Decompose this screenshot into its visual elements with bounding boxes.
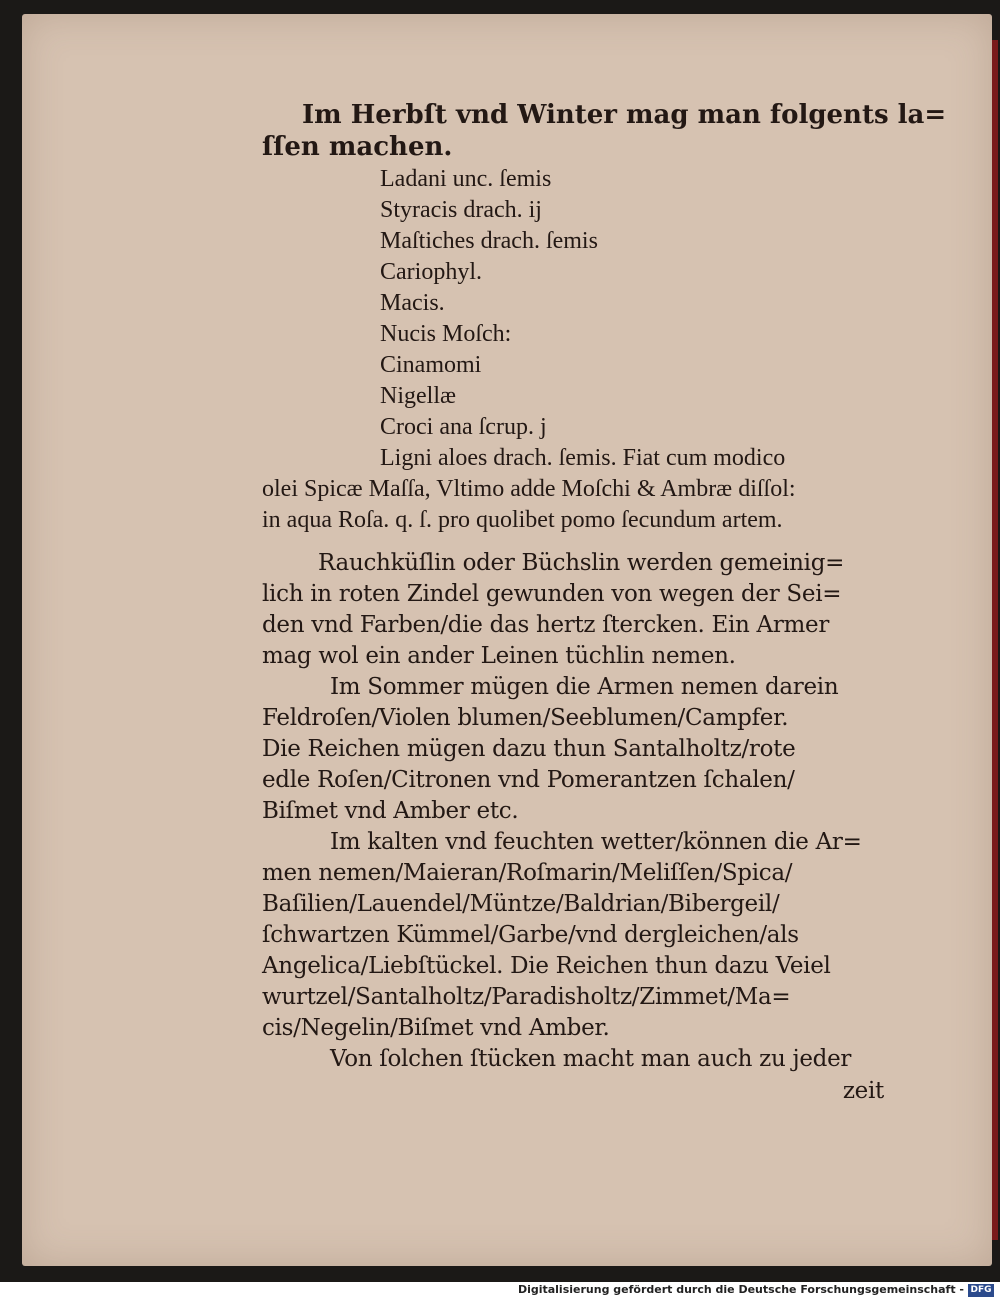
recipe-line: Styracis drach. ij bbox=[380, 197, 542, 223]
paragraph-line: Biſmet vnd Amber etc. bbox=[262, 798, 519, 824]
paragraph-line: wurtzel/Santalholtz/Paradisholtz/Zimmet/Ma= bbox=[262, 984, 791, 1010]
recipe-line: in aqua Roſa. q. ſ. pro quolibet pomo ſecundum artem. bbox=[262, 507, 783, 533]
recipe-line: Cariophyl. bbox=[380, 259, 482, 285]
recipe-line: Ligni aloes drach. ſemis. Fiat cum modico bbox=[380, 445, 786, 471]
paragraph-line: lich in roten Zindel gewunden von wegen der Sei= bbox=[262, 581, 842, 607]
recipe-line: Nucis Moſch: bbox=[380, 321, 512, 347]
heading-line: Im Herbſt vnd Winter mag man folgents la= bbox=[302, 100, 947, 130]
footer-credit: Digitalisierung gefördert durch die Deutsche Forschungsgemeinschaft - bbox=[517, 1283, 964, 1296]
paragraph-line: cis/Negelin/Biſmet vnd Amber. bbox=[262, 1015, 610, 1041]
recipe-line: Croci ana ſcrup. j bbox=[380, 414, 547, 440]
recipe-line: Ladani unc. ſemis bbox=[380, 166, 552, 192]
paragraph-line: ſchwartzen Kümmel/Garbe/vnd dergleichen/als bbox=[262, 922, 799, 948]
paragraph-line: Feldroſen/Violen blumen/Seeblumen/Campfer. bbox=[262, 705, 789, 731]
paragraph-line: Rauchküſlin oder Büchslin werden gemeinig= bbox=[318, 550, 845, 576]
paragraph-line: Von ſolchen ſtücken macht man auch zu jeder bbox=[330, 1046, 852, 1072]
recipe-line: Nigellæ bbox=[380, 383, 456, 409]
paragraph-line: Im Sommer mügen die Armen nemen darein bbox=[330, 674, 839, 700]
heading-line: ſſen machen. bbox=[262, 132, 453, 162]
paragraph-line: Im kalten vnd feuchten wetter/können die Ar= bbox=[330, 829, 862, 855]
recipe-line: Maſtiches drach. ſemis bbox=[380, 228, 598, 254]
recipe-line: olei Spicæ Maſſa, Vltimo adde Moſchi & Ambræ diſſol: bbox=[262, 476, 796, 502]
paragraph-line: edle Roſen/Citronen vnd Pomerantzen ſchalen/ bbox=[262, 767, 795, 793]
recipe-line: Cinamomi bbox=[380, 352, 482, 378]
paragraph-line: mag wol ein ander Leinen tüchlin nemen. bbox=[262, 643, 736, 669]
footer-bar bbox=[0, 1282, 1000, 1300]
paragraph-line: men nemen/Maieran/Roſmarin/Meliſſen/Spica/ bbox=[262, 860, 793, 886]
paragraph-line: den vnd Farben/die das hertz ſtercken. Ein Armer bbox=[262, 612, 830, 638]
recipe-line: Macis. bbox=[380, 290, 445, 316]
catchword: zeit bbox=[842, 1078, 884, 1104]
dfg-logo-icon: DFG bbox=[968, 1284, 994, 1297]
paragraph-line: Die Reichen mügen dazu thun Santalholtz/rote bbox=[262, 736, 796, 762]
paragraph-line: Baſilien/Lauendel/Müntze/Baldrian/Bibergeil/ bbox=[262, 891, 780, 917]
paragraph-line: Angelica/Liebſtückel. Die Reichen thun dazu Veiel bbox=[262, 953, 831, 979]
